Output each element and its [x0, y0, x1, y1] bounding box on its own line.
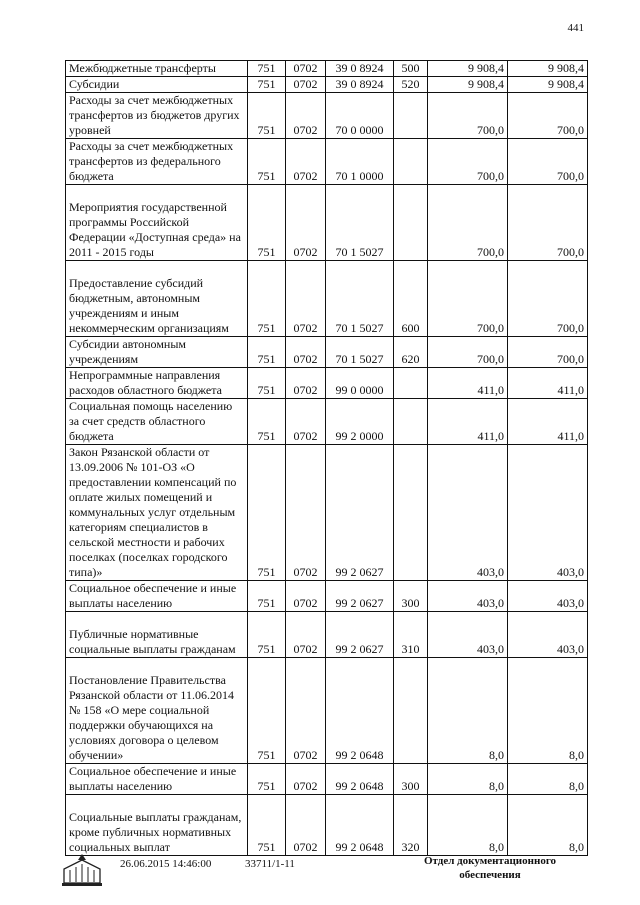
row-sum-1: 8,0 — [428, 795, 508, 856]
row-sum-1: 700,0 — [428, 185, 508, 261]
row-ministry-code: 751 — [248, 764, 286, 795]
table-row — [66, 445, 588, 581]
row-ministry-code: 751 — [248, 658, 286, 764]
row-target-code: 70 1 5027 — [326, 185, 394, 261]
row-sum-1: 8,0 — [428, 658, 508, 764]
row-ministry-code: 751 — [248, 77, 286, 93]
row-ministry-code: 751 — [248, 61, 286, 77]
row-expense-kind: 620 — [394, 337, 428, 368]
table-row — [66, 61, 588, 77]
table-row — [66, 658, 588, 764]
table-row — [66, 337, 588, 368]
row-ministry-code: 751 — [248, 93, 286, 139]
row-sum-2: 9 908,4 — [508, 61, 588, 77]
footer-department — [405, 854, 575, 882]
row-section-code: 0702 — [286, 261, 326, 337]
row-name: Социальная помощь населению за счет средств областного бюджета — [66, 399, 248, 445]
row-sum-2: 403,0 — [508, 445, 588, 581]
row-section-code: 0702 — [286, 368, 326, 399]
footer-date: 26.06.2015 14:46:00 — [120, 858, 212, 870]
row-target-code: 39 0 8924 — [326, 61, 394, 77]
footer-department-line1: Отдел документационного — [423, 855, 557, 867]
row-sum-1: 700,0 — [428, 139, 508, 185]
row-sum-2: 700,0 — [508, 337, 588, 368]
row-sum-1: 403,0 — [428, 612, 508, 658]
row-sum-2: 700,0 — [508, 185, 588, 261]
row-expense-kind — [394, 445, 428, 581]
table-row — [66, 581, 588, 612]
row-sum-2: 8,0 — [508, 764, 588, 795]
row-ministry-code: 751 — [248, 368, 286, 399]
row-name: Социальное обеспечение и иные выплаты населению — [66, 764, 248, 795]
table-row — [66, 399, 588, 445]
table-row — [66, 368, 588, 399]
table-row — [66, 139, 588, 185]
row-name: Субсидии автономным учреждениям — [66, 337, 248, 368]
row-ministry-code: 751 — [248, 795, 286, 856]
row-name: Социальное обеспечение и иные выплаты населению — [66, 581, 248, 612]
row-target-code: 70 0 0000 — [326, 93, 394, 139]
table-row — [66, 185, 588, 261]
row-name: Закон Рязанской области от 13.09.2006 № 101-ОЗ «О предоставлении компенсаций по оплате жилых помещений и коммунальных услуг отдельным категориям специалистов в сельской местности и рабочих поселках (поселках городского типа)» — [66, 445, 248, 581]
row-ministry-code: 751 — [248, 139, 286, 185]
table-row — [66, 77, 588, 93]
row-name: Расходы за счет межбюджетных трансфертов из федерального бюджета — [66, 139, 248, 185]
table-row — [66, 261, 588, 337]
duma-emblem-icon — [60, 852, 104, 888]
row-sum-1: 8,0 — [428, 764, 508, 795]
row-expense-kind: 520 — [394, 77, 428, 93]
row-ministry-code: 751 — [248, 261, 286, 337]
row-ministry-code: 751 — [248, 581, 286, 612]
row-sum-1: 403,0 — [428, 445, 508, 581]
row-sum-1: 9 908,4 — [428, 77, 508, 93]
row-target-code: 70 1 0000 — [326, 139, 394, 185]
row-sum-2: 403,0 — [508, 581, 588, 612]
row-name: Социальные выплаты гражданам, кроме публичных нормативных социальных выплат — [66, 795, 248, 856]
row-section-code: 0702 — [286, 764, 326, 795]
row-expense-kind — [394, 139, 428, 185]
row-sum-2: 8,0 — [508, 795, 588, 856]
row-sum-1: 700,0 — [428, 261, 508, 337]
row-sum-2: 9 908,4 — [508, 77, 588, 93]
table-row — [66, 612, 588, 658]
table-row — [66, 93, 588, 139]
row-section-code: 0702 — [286, 77, 326, 93]
row-sum-2: 8,0 — [508, 658, 588, 764]
row-section-code: 0702 — [286, 795, 326, 856]
row-expense-kind — [394, 368, 428, 399]
row-section-code: 0702 — [286, 139, 326, 185]
row-name: Субсидии — [66, 77, 248, 93]
row-sum-2: 700,0 — [508, 93, 588, 139]
footer-doc-number: 33711/1-11 — [245, 858, 295, 870]
row-name: Расходы за счет межбюджетных трансфертов из бюджетов других уровней — [66, 93, 248, 139]
row-ministry-code: 751 — [248, 612, 286, 658]
row-target-code: 99 2 0648 — [326, 795, 394, 856]
row-ministry-code: 751 — [248, 185, 286, 261]
row-expense-kind — [394, 185, 428, 261]
row-sum-1: 700,0 — [428, 337, 508, 368]
row-sum-2: 403,0 — [508, 612, 588, 658]
row-target-code: 99 2 0627 — [326, 612, 394, 658]
row-section-code: 0702 — [286, 612, 326, 658]
row-ministry-code: 751 — [248, 337, 286, 368]
row-expense-kind — [394, 399, 428, 445]
row-target-code: 70 1 5027 — [326, 261, 394, 337]
table-row — [66, 764, 588, 795]
row-sum-2: 700,0 — [508, 139, 588, 185]
row-sum-1: 411,0 — [428, 399, 508, 445]
row-target-code: 99 2 0627 — [326, 581, 394, 612]
row-sum-1: 9 908,4 — [428, 61, 508, 77]
row-expense-kind: 300 — [394, 581, 428, 612]
row-target-code: 99 2 0627 — [326, 445, 394, 581]
row-sum-1: 411,0 — [428, 368, 508, 399]
row-sum-1: 700,0 — [428, 93, 508, 139]
row-section-code: 0702 — [286, 61, 326, 77]
row-target-code: 99 2 0000 — [326, 399, 394, 445]
row-section-code: 0702 — [286, 658, 326, 764]
row-target-code: 99 0 0000 — [326, 368, 394, 399]
row-name: Постановление Правительства Рязанской области от 11.06.2014 № 158 «О мере социальной поддержки обучающихся на условиях договора о целевом обучении» — [66, 658, 248, 764]
row-target-code: 99 2 0648 — [326, 764, 394, 795]
row-section-code: 0702 — [286, 581, 326, 612]
row-target-code: 70 1 5027 — [326, 337, 394, 368]
row-name: Предоставление субсидий бюджетным, автономным учреждениям и иным некоммерческим организациям — [66, 261, 248, 337]
row-expense-kind: 310 — [394, 612, 428, 658]
row-section-code: 0702 — [286, 185, 326, 261]
footer — [0, 848, 640, 898]
row-section-code: 0702 — [286, 399, 326, 445]
row-sum-2: 411,0 — [508, 399, 588, 445]
row-name: Межбюджетные трансферты — [66, 61, 248, 77]
row-sum-1: 403,0 — [428, 581, 508, 612]
row-ministry-code: 751 — [248, 445, 286, 581]
row-name: Публичные нормативные социальные выплаты гражданам — [66, 612, 248, 658]
page-number: 441 — [567, 22, 584, 34]
row-expense-kind: 300 — [394, 764, 428, 795]
row-target-code: 99 2 0648 — [326, 658, 394, 764]
row-expense-kind: 600 — [394, 261, 428, 337]
row-expense-kind: 320 — [394, 795, 428, 856]
budget-table — [65, 60, 588, 856]
row-expense-kind — [394, 93, 428, 139]
row-target-code: 39 0 8924 — [326, 77, 394, 93]
row-section-code: 0702 — [286, 445, 326, 581]
row-sum-2: 700,0 — [508, 261, 588, 337]
row-section-code: 0702 — [286, 337, 326, 368]
table-row — [66, 795, 588, 856]
footer-department-line2: обеспечения — [459, 869, 521, 881]
row-sum-2: 411,0 — [508, 368, 588, 399]
row-section-code: 0702 — [286, 93, 326, 139]
row-ministry-code: 751 — [248, 399, 286, 445]
row-name: Мероприятия государственной программы Российской Федерации «Доступная среда» на 2011 - 2015 годы — [66, 185, 248, 261]
row-expense-kind: 500 — [394, 61, 428, 77]
row-expense-kind — [394, 658, 428, 764]
row-name: Непрограммные направления расходов областного бюджета — [66, 368, 248, 399]
